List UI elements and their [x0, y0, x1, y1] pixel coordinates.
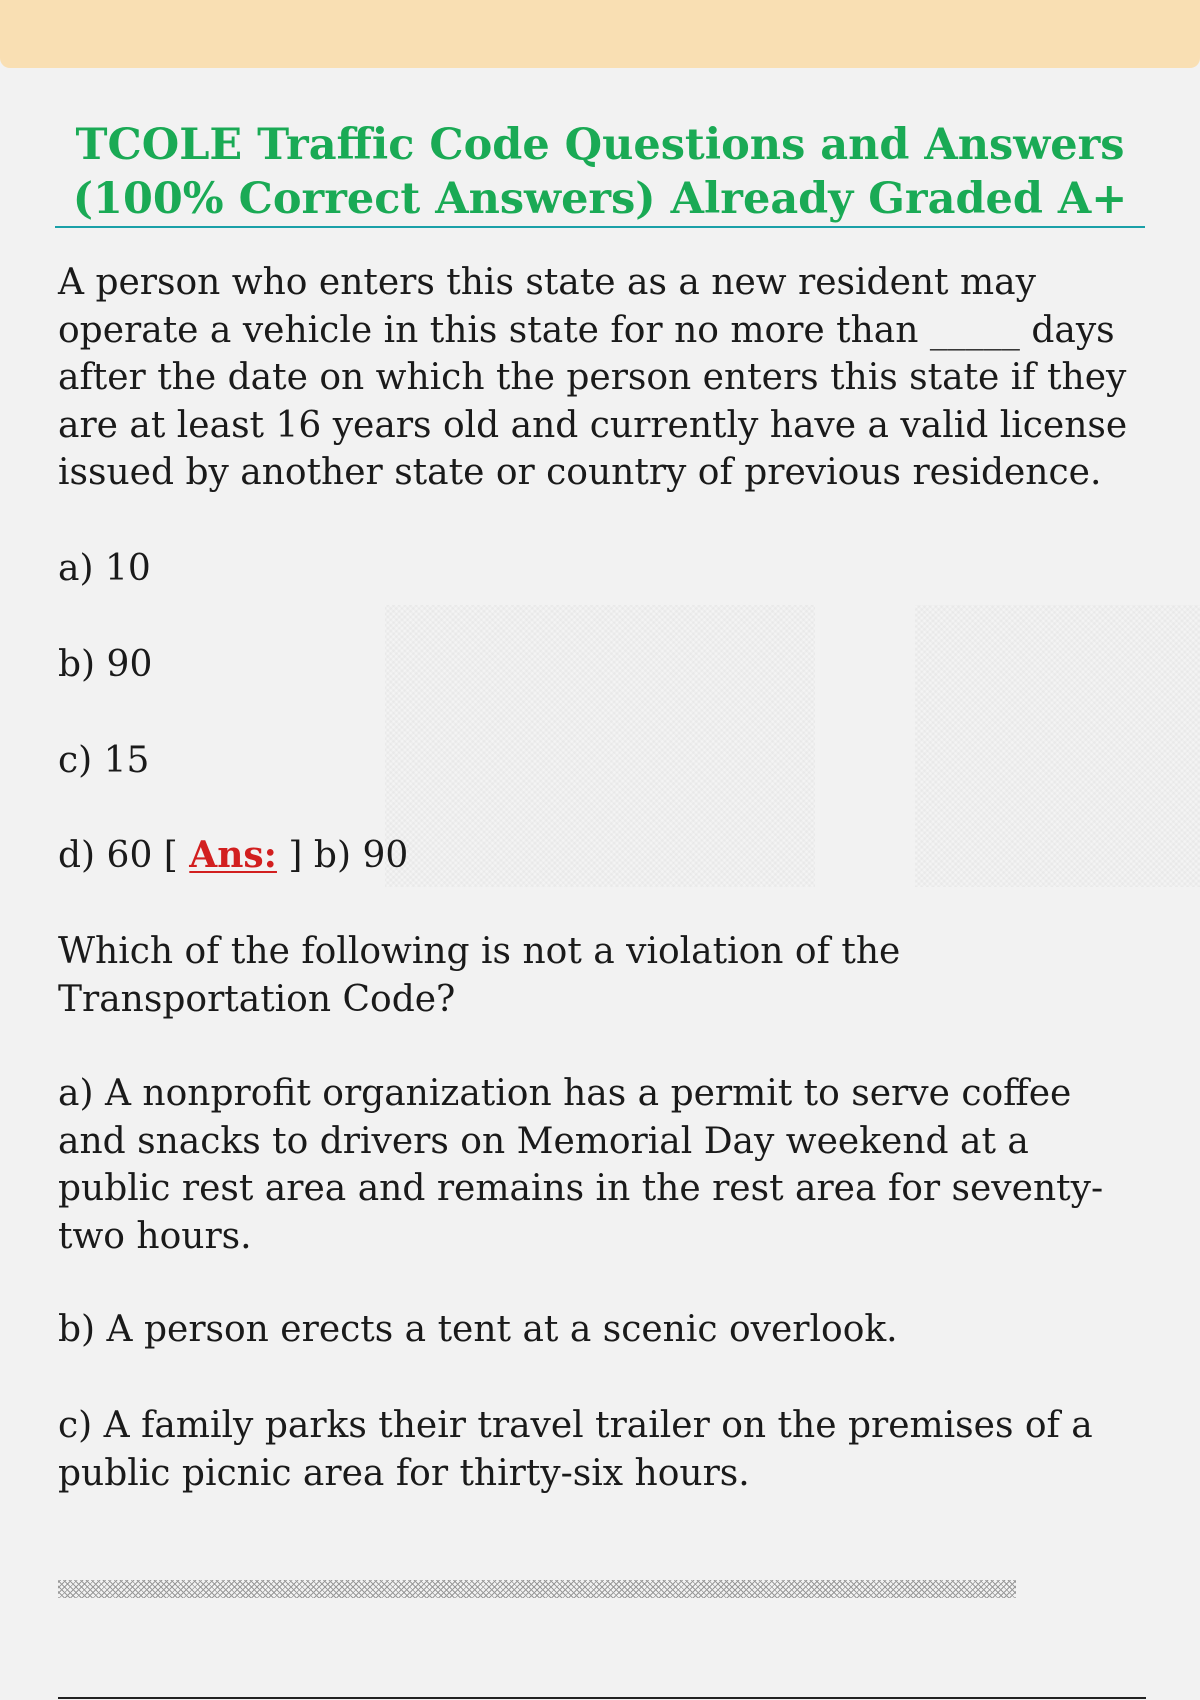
question-2-line: Transportation Code? [58, 978, 456, 1020]
top-banner [0, 0, 1200, 68]
title-underline [55, 226, 1145, 228]
question-1-line: are at least 16 years old and currently have a valid license [58, 404, 1128, 446]
question-1-option-d-answer [58, 832, 1148, 880]
option-d-text: d) 60 [ [58, 835, 178, 876]
title-line-2: (100% Correct Answers) Already Graded A+ [72, 174, 1128, 224]
question-1-line: after the date on which the person enters this state if they [58, 357, 1127, 398]
question-1-option-c: c) 15 [58, 740, 150, 781]
question-2-text [58, 928, 1148, 1023]
bottom-divider [58, 1697, 1146, 1699]
option-a-line: a) A nonprofit organization has a permit to serve coffee [58, 1073, 1072, 1114]
answer-label: Ans: [189, 834, 277, 876]
question-1-option-a: a) 10 [58, 548, 151, 589]
question-2-option-b: b) A person erects a tent at a scenic overlook. [58, 1309, 898, 1350]
question-2-line: Which of the following is not a violation of the [58, 931, 901, 972]
redacted-text-scribble [58, 1580, 1016, 1598]
question-2-option-c [58, 1402, 1148, 1497]
option-a-line: public rest area and remains in the rest area for seventy- [58, 1168, 1104, 1209]
question-1-line: issued by another state or country of previous residence. [58, 452, 1102, 493]
title-line-1: TCOLE Traffic Code Questions and Answers [75, 120, 1125, 170]
option-c-line: c) A family parks their travel trailer on the premises of a [58, 1405, 1093, 1446]
question-1-option-b: b) 90 [58, 644, 153, 685]
answer-value: ] b) 90 [288, 835, 409, 876]
document-title [55, 118, 1145, 226]
question-1-text [58, 259, 1148, 497]
question-1-line: A person who enters this state as a new resident may [58, 262, 1036, 303]
option-c-line: public picnic area for thirty-six hours. [58, 1452, 750, 1494]
question-1-line: operate a vehicle in this state for no more than _____ days [58, 309, 1115, 351]
option-a-line: two hours. [58, 1215, 252, 1257]
question-2-option-a [58, 1070, 1148, 1260]
option-a-line: and snacks to drivers on Memorial Day weekend at a [58, 1120, 1029, 1162]
